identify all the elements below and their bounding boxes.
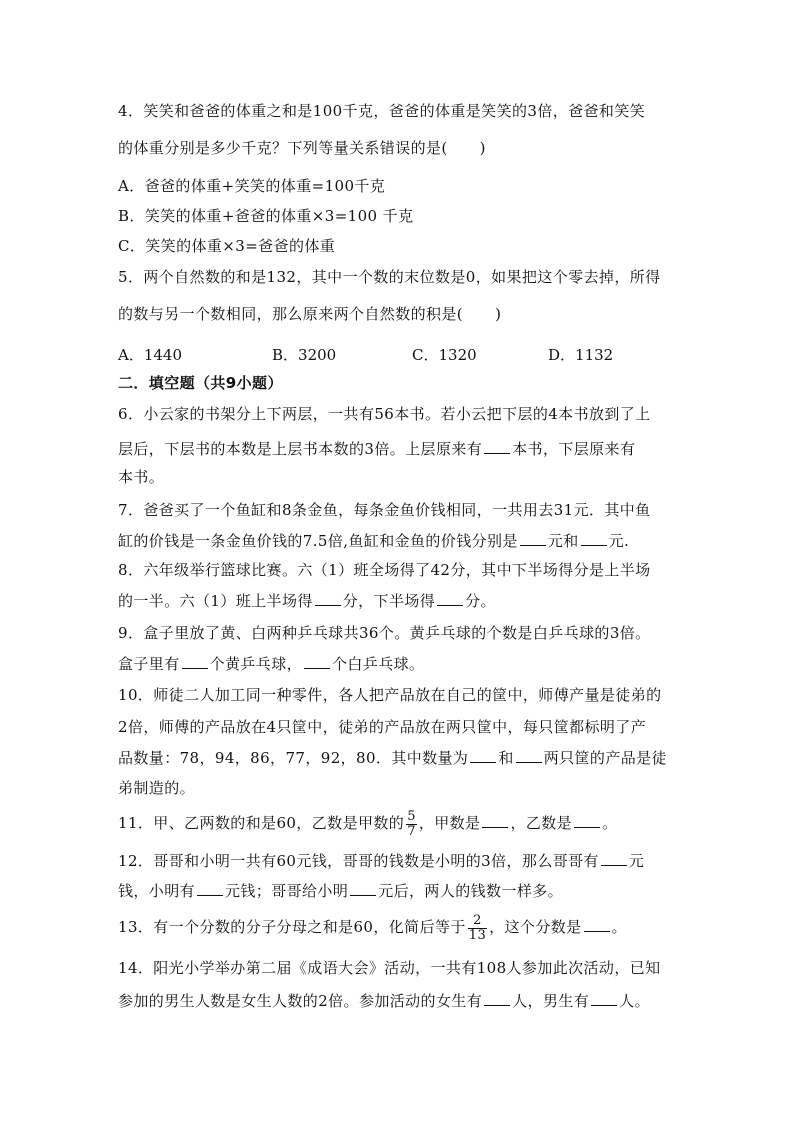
q4-option-a: A．爸爸的体重+笑笑的体重=100千克 <box>118 177 386 195</box>
q11-text: ，甲数是 <box>418 814 481 832</box>
q6-line-2 <box>118 441 635 457</box>
q12-text: 元后，两人的钱数一样多。 <box>378 882 564 900</box>
answer-blank <box>470 750 496 763</box>
fraction-denominator: 7 <box>407 823 416 839</box>
q8-line-2 <box>118 593 496 609</box>
q12-line-2 <box>118 883 563 899</box>
answer-blank <box>516 750 542 763</box>
answer-blank <box>437 593 463 606</box>
q13-text: 13．有一个分数的分子分母之和是60，化简后等于 <box>118 918 466 936</box>
q10-text: 和 <box>498 749 514 767</box>
q4-line-1: 4．笑笑和爸爸的体重之和是100千克，爸爸的体重是笑笑的3倍，爸爸和笑笑 <box>118 102 646 120</box>
q7-line-2 <box>118 533 629 549</box>
q9-line-2 <box>118 656 424 672</box>
q13-text: 。 <box>611 918 627 936</box>
q6-line-3: 本书。 <box>118 468 165 486</box>
q5-paren-close: ) <box>495 305 502 323</box>
fraction <box>468 914 487 942</box>
q5-option-d: D．1132 <box>548 346 614 364</box>
answer-blank <box>581 533 607 546</box>
q10-line-4: 弟制造的。 <box>118 779 196 797</box>
answer-blank <box>315 593 341 606</box>
q4-line-2 <box>118 141 486 156</box>
answer-blank <box>304 656 330 669</box>
q7-text: 元. <box>608 532 630 550</box>
answer-blank <box>601 853 627 866</box>
q9-text: 个白乒乓球。 <box>332 655 425 673</box>
fraction-denominator: 13 <box>468 927 487 943</box>
q13-line <box>118 910 627 944</box>
q4-paren-close: ) <box>479 139 486 157</box>
q10-line-2: 2倍，师傅的产品放在4只筐中，徒弟的产品放在两只筐中，每只筐都标明了产 <box>118 718 647 736</box>
q12-text: 钱，小明有 <box>118 882 196 900</box>
q10-line-3 <box>118 750 667 766</box>
answer-blank <box>591 993 617 1006</box>
answer-blank <box>584 919 610 932</box>
fraction-numerator: 2 <box>468 914 487 929</box>
q4-option-b: B．笑笑的体重+爸爸的体重×3=100 千克 <box>118 207 414 225</box>
q13-text: ，这个分数是 <box>489 918 582 936</box>
answer-blank <box>484 441 510 454</box>
answer-blank <box>574 815 600 828</box>
q10-text: 品数量：78，94，86，77，92，80．其中数量为 <box>118 749 469 767</box>
q5-line-1: 5．两个自然数的和是132，其中一个数的末位数是0，如果把这个零去掉，所得 <box>118 268 661 286</box>
q8-line-1: 8．六年级举行篮球比赛。六（1）班全场得了42分，其中下半场得分是上半场 <box>118 561 651 579</box>
q9-text: 个黄乒乓球， <box>209 655 303 673</box>
q11-text: 11．甲、乙两数的和是60，乙数是甲数的 <box>118 814 405 832</box>
q14-line-2 <box>118 993 650 1009</box>
q8-text: 分。 <box>465 592 496 610</box>
q14-text: 人，男生有 <box>512 992 590 1010</box>
answer-blank <box>197 883 223 896</box>
q6-text: 层后，下层书的本数是上层书本数的3倍。上层原来有 <box>118 440 483 458</box>
q8-text: 的一半。六（1）班上半场得 <box>118 592 313 610</box>
q12-text: 12．哥哥和小明一共有60元钱，哥哥的钱数是小明的3倍，那么哥哥有 <box>118 852 599 870</box>
answer-blank <box>520 533 546 546</box>
q4-option-c: C．笑笑的体重×3=爸爸的体重 <box>118 237 336 255</box>
answer-blank <box>482 815 508 828</box>
q12-text: 元 <box>628 852 645 870</box>
q14-text: 参加的男生人数是女生人数的2倍。参加活动的女生有 <box>118 992 483 1010</box>
q12-text: 元钱；哥哥给小明 <box>225 882 349 900</box>
q4-stem: 的体重分别是多少千克？下列等量关系错误的是( <box>118 139 448 157</box>
answer-blank <box>484 993 510 1006</box>
answer-blank <box>350 883 376 896</box>
q7-text: 元和 <box>547 532 579 550</box>
fraction-numerator: 5 <box>407 808 416 824</box>
q9-line-1: 9．盒子里放了黄、白两种乒乓球共36个。黄乒乓球的个数是白乒乓球的3倍。 <box>118 624 651 642</box>
q5-line-2 <box>118 307 501 322</box>
q10-text: 两只筐的产品是徒 <box>543 749 667 767</box>
q10-line-1: 10．师徒二人加工同一种零件，各人把产品放在自己的筐中，师傅产量是徒弟的 <box>118 686 662 704</box>
q6-line-1: 6．小云家的书架分上下两层，一共有56本书。若小云把下层的4本书放到了上 <box>118 405 651 423</box>
q9-text: 盒子里有 <box>118 655 180 673</box>
q7-line-1: 7．爸爸买了一个鱼缸和8条金鱼，每条金鱼价钱相同，一共用去31元．其中鱼 <box>118 501 651 519</box>
q5-option-c: C．1320 <box>412 346 477 364</box>
q8-text: 分，下半场得 <box>342 592 436 610</box>
q7-text: 缸的价钱是一条金鱼价钱的7.5倍,鱼缸和金鱼的价钱分别是 <box>118 532 518 550</box>
q5-stem: 的数与另一个数相同，那么原来两个自然数的积是( <box>118 305 464 323</box>
q5-option-a: A．1440 <box>118 346 183 364</box>
q11-text: ，乙数是 <box>510 814 573 832</box>
q5-option-b: B．3200 <box>272 346 337 364</box>
fraction <box>406 810 417 838</box>
q11-text: 。 <box>602 814 618 832</box>
q14-line-1: 14．阳光小学举办第二届《成语大会》活动，一共有108人参加此次活动，已知 <box>118 959 661 977</box>
section-heading: 二．填空题（共9小题） <box>118 374 283 392</box>
q14-text: 人。 <box>619 992 650 1010</box>
q11-line <box>118 808 617 838</box>
q6-text: 本书，下层原来有 <box>512 440 636 458</box>
q12-line-1 <box>118 853 644 869</box>
answer-blank <box>182 656 208 669</box>
